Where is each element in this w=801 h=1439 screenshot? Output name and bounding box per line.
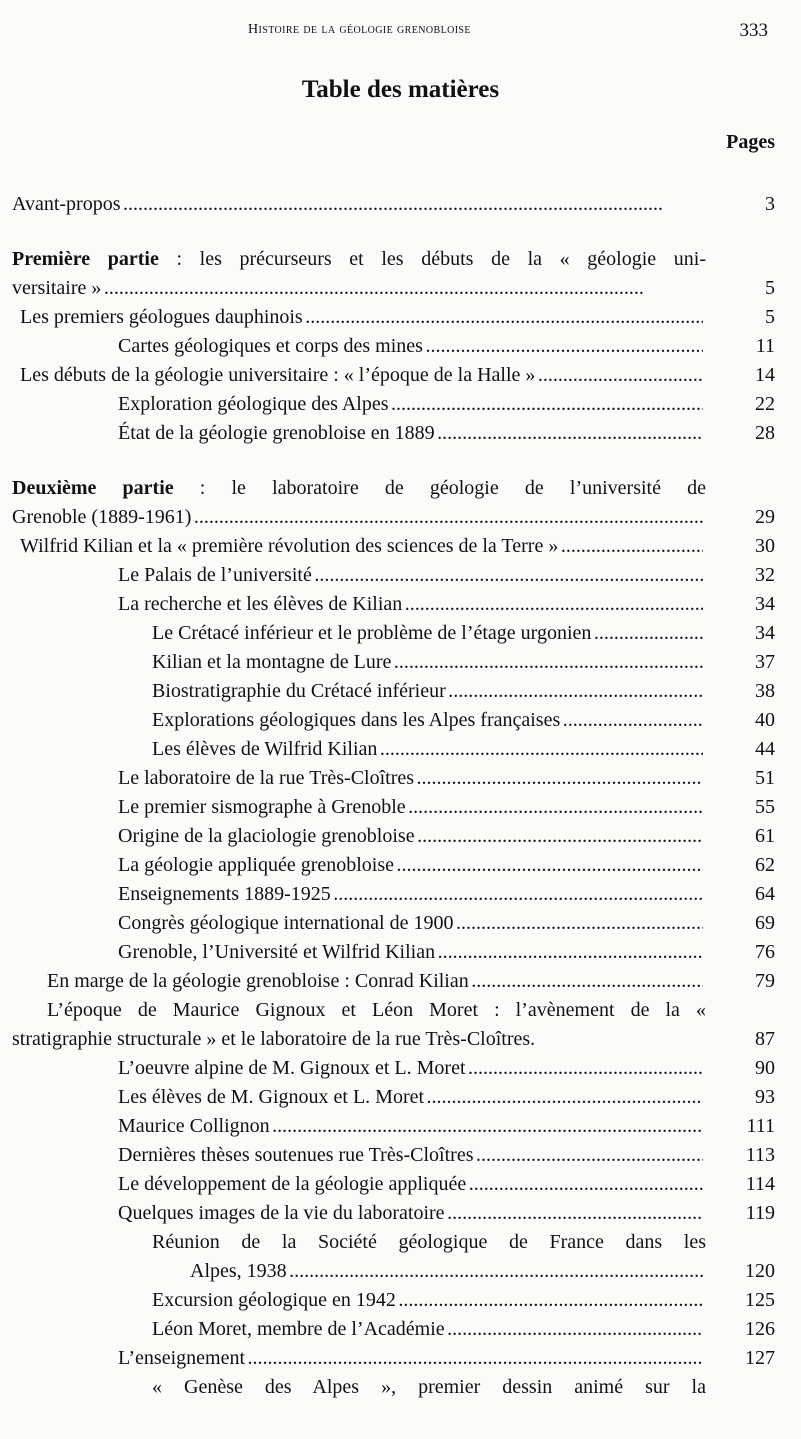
toc-entry: Exploration géologique des Alpes . . . 22 — [0, 390, 801, 419]
toc-entry: Biostratigraphie du Crétacé inférieur . . . 38 — [0, 677, 801, 706]
toc-entry: Le développement de la géologie appliquée . . . 114 — [0, 1170, 801, 1199]
toc-entry: Les premiers géologues dauphinois . . . 5 — [0, 303, 801, 332]
toc-part-heading: Deuxième partie : le laboratoire de géologie de l’université de — [12, 477, 706, 499]
toc-entry: État de la géologie grenobloise en 1889 . . . 28 — [0, 419, 801, 448]
toc-entry: Congrès géologique international de 1900 . . . 69 — [0, 909, 801, 938]
toc-entry: Alpes, 1938 . . . 120 — [0, 1257, 801, 1286]
toc-entry: Le Crétacé inférieur et le problème de l’étage urgonien . . . 34 — [0, 619, 801, 648]
toc-entry: Le laboratoire de la rue Très-Cloîtres . . . 51 — [0, 764, 801, 793]
running-title: Histoire de la géologie grenobloise — [248, 22, 471, 37]
toc-entry: L’oeuvre alpine de M. Gignoux et L. Moret . . . 90 — [0, 1054, 801, 1083]
toc-entry: La géologie appliquée grenobloise . . . 62 — [0, 851, 801, 880]
toc-entry: Origine de la glaciologie grenobloise . . . 61 — [0, 822, 801, 851]
toc-entry: Grenoble (1889-1961) . . . 29 — [0, 503, 801, 532]
toc-entry: stratigraphie structurale » et le laboratoire de la rue Très-Cloîtres. 87 — [12, 1028, 775, 1050]
toc-entry: La recherche et les élèves de Kilian . . . 34 — [0, 590, 801, 619]
toc-entry: Avant-propos . . . 3 — [0, 190, 801, 219]
toc-entry: Le premier sismographe à Grenoble . . . 55 — [0, 793, 801, 822]
toc-entry: Léon Moret, membre de l’Académie . . . 126 — [0, 1315, 801, 1344]
page-title: Table des matières — [301, 76, 500, 103]
toc-entry: Enseignements 1889-1925 . . . 64 — [0, 880, 801, 909]
toc-entry: Excursion géologique en 1942 . . . 125 — [0, 1286, 801, 1315]
toc-entry: Dernières thèses soutenues rue Très-Cloîtres . . . 113 — [0, 1141, 801, 1170]
toc-entry: Le Palais de l’université . . . 32 — [0, 561, 801, 590]
toc-entry: versitaire » . . . 5 — [0, 274, 801, 303]
toc-entry: Réunion de la Société géologique de France dans les — [152, 1231, 706, 1253]
toc-entry: En marge de la géologie grenobloise : Conrad Kilian . . . 79 — [0, 967, 801, 996]
toc-entry: Maurice Collignon . . . 111 — [0, 1112, 801, 1141]
toc-entry: L’époque de Maurice Gignoux et Léon Moret : l’avènement de la « — [47, 999, 706, 1021]
running-header — [0, 20, 801, 44]
toc-entry: Les élèves de Wilfrid Kilian . . . 44 — [0, 735, 801, 764]
page-number: 333 — [739, 20, 768, 41]
toc-entry: Kilian et la montagne de Lure . . . 37 — [0, 648, 801, 677]
toc-entry: Cartes géologiques et corps des mines . . . 11 — [0, 332, 801, 361]
table-of-contents — [0, 190, 801, 1402]
toc-entry: L’enseignement . . . 127 — [0, 1344, 801, 1373]
toc-entry: Les élèves de M. Gignoux et L. Moret . . . 93 — [0, 1083, 801, 1112]
pages-column-label: Pages — [726, 131, 775, 153]
toc-entry: « Genèse des Alpes », premier dessin animé sur la — [152, 1376, 706, 1398]
toc-entry: Grenoble, l’Université et Wilfrid Kilian . . . 76 — [0, 938, 801, 967]
toc-part-heading: Première partie : les précurseurs et les débuts de la « géologie uni- — [12, 248, 706, 270]
toc-entry: Explorations géologiques dans les Alpes françaises . . . 40 — [0, 706, 801, 735]
toc-entry: Quelques images de la vie du laboratoire . . . 119 — [0, 1199, 801, 1228]
toc-entry: Les débuts de la géologie universitaire : « l’époque de la Halle » . . . 14 — [0, 361, 801, 390]
toc-entry: Wilfrid Kilian et la « première révolution des sciences de la Terre » . . . 30 — [0, 532, 801, 561]
